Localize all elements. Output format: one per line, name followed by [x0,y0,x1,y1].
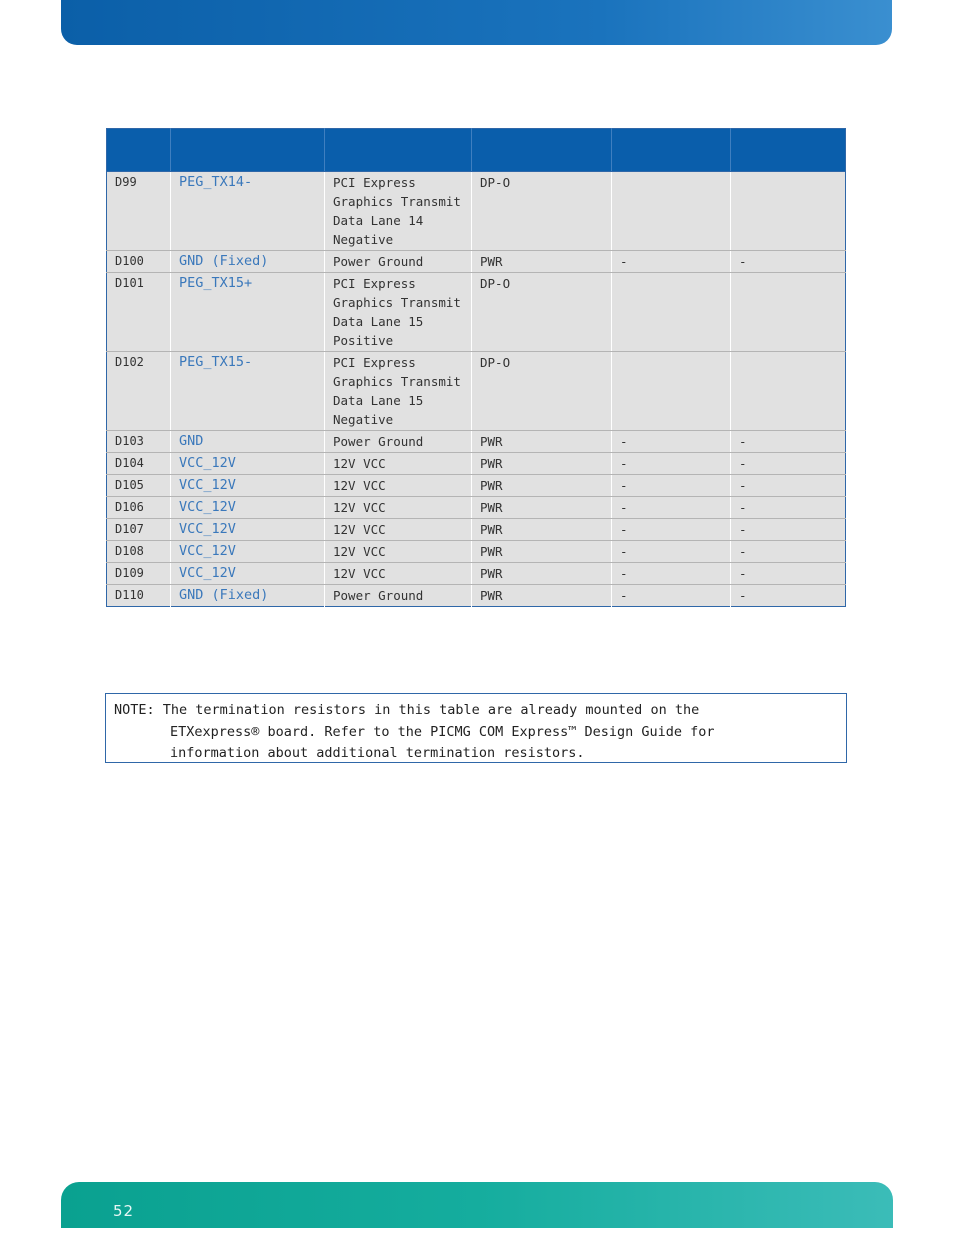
comment-cell: - [731,519,846,541]
description-cell: 12V VCC [325,519,472,541]
comment-cell: - [731,497,846,519]
signal-cell: GND (Fixed) [171,585,325,607]
note-line-1 [114,700,838,722]
table-row [107,541,846,563]
termination-cell: - [612,497,731,519]
termination-cell: - [612,519,731,541]
signal-cell: PEG_TX14- [171,172,325,251]
pin-cell: D103 [107,431,171,453]
comment-cell: - [731,431,846,453]
header-cell [325,129,472,172]
header-cell [612,129,731,172]
pin-cell: D99 [107,172,171,251]
signal-cell: VCC_12V [171,497,325,519]
pin-cell: D101 [107,273,171,352]
table-row [107,251,846,273]
description-cell: Power Ground [325,431,472,453]
pin-cell: D106 [107,497,171,519]
comment-cell: - [731,475,846,497]
description-cell: 12V VCC [325,475,472,497]
pin-cell: D110 [107,585,171,607]
note-text-1: The termination resistors in this table are already mounted on the [162,702,700,718]
comment-cell: - [731,541,846,563]
top-banner [61,0,892,45]
pin-cell: D109 [107,563,171,585]
comment-cell [731,352,846,431]
description-cell: Power Ground [325,251,472,273]
type-cell: DP-O [472,172,612,251]
termination-cell [612,172,731,251]
table-row [107,563,846,585]
table-row [107,172,846,251]
description-cell: 12V VCC [325,453,472,475]
description-cell: 12V VCC [325,541,472,563]
pin-cell: D105 [107,475,171,497]
type-cell: PWR [472,475,612,497]
page-number: 52 [113,1202,135,1220]
header-cell [171,129,325,172]
type-cell: PWR [472,541,612,563]
description-cell: 12V VCC [325,563,472,585]
comment-cell [731,172,846,251]
comment-cell: - [731,563,846,585]
type-cell: DP-O [472,352,612,431]
pin-cell: D102 [107,352,171,431]
type-cell: PWR [472,497,612,519]
note-text-3: information about additional termination resistors. [170,745,585,761]
comment-cell: - [731,453,846,475]
header-cell [731,129,846,172]
signal-cell: GND [171,431,325,453]
type-cell: PWR [472,563,612,585]
termination-cell [612,273,731,352]
table-row [107,585,846,607]
description-cell: Power Ground [325,585,472,607]
pin-cell: D100 [107,251,171,273]
signal-cell: PEG_TX15+ [171,273,325,352]
signal-cell: VCC_12V [171,563,325,585]
header-cell [472,129,612,172]
termination-cell: - [612,541,731,563]
pin-cell: D108 [107,541,171,563]
pin-cell: D104 [107,453,171,475]
description-cell: PCI Express Graphics Transmit Data Lane 14 Negative [325,172,472,251]
termination-cell: - [612,431,731,453]
table-row [107,453,846,475]
termination-cell: - [612,563,731,585]
table-row [107,497,846,519]
description-cell: PCI Express Graphics Transmit Data Lane 15 Positive [325,273,472,352]
signal-cell: PEG_TX15- [171,352,325,431]
note-label: NOTE: [114,702,155,718]
comment-cell [731,273,846,352]
termination-cell: - [612,585,731,607]
note-box [105,693,847,763]
type-cell: PWR [472,453,612,475]
type-cell: PWR [472,585,612,607]
termination-cell: - [612,453,731,475]
pin-cell: D107 [107,519,171,541]
signal-cell: VCC_12V [171,519,325,541]
signal-cell: VCC_12V [171,541,325,563]
type-cell: PWR [472,519,612,541]
description-cell: PCI Express Graphics Transmit Data Lane 15 Negative [325,352,472,431]
note-text-2: ETXexpress® board. Refer to the PICMG COM Express™ Design Guide for [170,723,715,740]
pinout-table [106,128,846,607]
table-body [107,172,846,607]
signal-cell: VCC_12V [171,453,325,475]
table-header-row [107,129,846,172]
table-row [107,431,846,453]
header-cell [107,129,171,172]
table-row [107,352,846,431]
type-cell: PWR [472,431,612,453]
termination-cell: - [612,475,731,497]
comment-cell: - [731,251,846,273]
signal-cell: GND (Fixed) [171,251,325,273]
termination-cell: - [612,251,731,273]
type-cell: PWR [472,251,612,273]
table-row [107,519,846,541]
table-row [107,273,846,352]
description-cell: 12V VCC [325,497,472,519]
signal-cell: VCC_12V [171,475,325,497]
footer-banner [61,1182,893,1228]
type-cell: DP-O [472,273,612,352]
comment-cell: - [731,585,846,607]
termination-cell [612,352,731,431]
table-row [107,475,846,497]
